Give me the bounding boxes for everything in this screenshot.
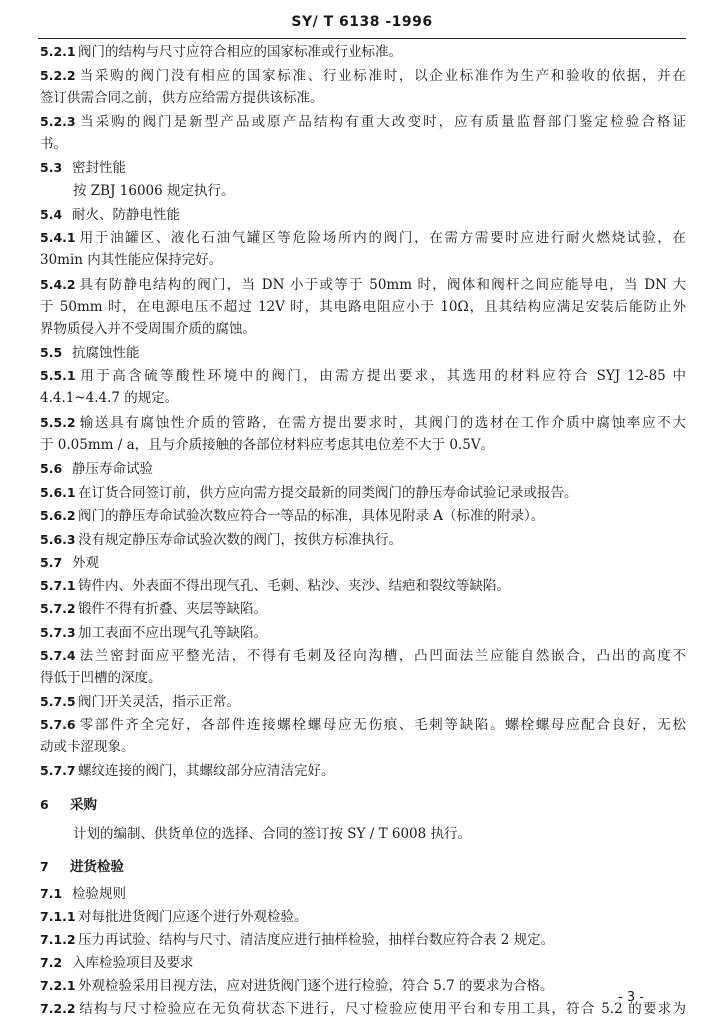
clause-number: 5.7.1	[40, 578, 76, 593]
clause-5-7-1	[40, 576, 686, 596]
clause-text: 阀门的静压寿命试验次数应符合一等品的标准，具体见附录 A（标准的附录）。	[78, 508, 545, 524]
section-number: 5.4	[40, 207, 63, 222]
clause-7-2-2	[40, 999, 686, 1019]
clause-5-7-3	[40, 623, 686, 643]
section-7-1	[40, 884, 686, 904]
clause-text: 没有规定静压寿命试验次数的阀门，按供方标准执行。	[78, 532, 402, 548]
clause-5-6-1	[40, 483, 686, 503]
clause-5-7-2	[40, 599, 686, 619]
section-heading: 检验规则	[72, 886, 126, 902]
chapter-6-body	[40, 824, 719, 844]
section-5-4	[40, 205, 686, 225]
clause-text-continued: 签订供需合同之前，供方应给需方提供该标准。	[40, 90, 324, 106]
clause-number: 5.5.1	[40, 368, 76, 383]
chapter-heading: 进货检验	[70, 859, 124, 875]
clause-number: 5.2.2	[40, 68, 76, 83]
clause-5-6-3	[40, 530, 686, 550]
clause-text: 用于油罐区、液化石油气罐区等危险场所内的阀门，在需方需要时应进行耐火燃烧试验，在	[78, 230, 686, 246]
clause-number: 5.7.6	[40, 717, 76, 732]
clause-5-7-7	[40, 761, 686, 781]
clause-5-7-6-cont	[40, 737, 686, 757]
clause-text: 零部件齐全完好，各部件连接螺栓螺母应无伤痕、毛刺等缺陷。螺栓螺母应配合良好，无松	[78, 717, 686, 733]
clause-number: 7.2.2	[40, 1001, 76, 1016]
section-heading: 外观	[72, 555, 99, 571]
clause-text: 阀门的结构与尺寸应符合相应的国家标准或行业标准。	[78, 44, 402, 60]
clause-5-2-2	[40, 66, 686, 86]
clause-7-1-2	[40, 930, 686, 950]
clause-5-5-2	[40, 413, 686, 433]
clause-5-5-2-cont	[40, 435, 686, 455]
clause-5-5-1	[40, 366, 686, 386]
clause-number: 7.1.2	[40, 932, 76, 947]
document-header-title: SY/ T 6138 -1996	[291, 14, 433, 30]
clause-text: 对每批进货阀门应逐个进行外观检验。	[78, 909, 308, 925]
chapter-number: 7	[40, 859, 49, 874]
section-number: 7.2	[40, 955, 63, 970]
clause-text: 法兰密封面应平整光洁，不得有毛刺及径向沟槽，凸凹面法兰应能自然嵌合，凸出的高度不	[78, 648, 686, 664]
section-heading: 抗腐蚀性能	[72, 345, 140, 361]
chapter-6	[40, 795, 686, 815]
clause-5-6-2	[40, 506, 686, 526]
clause-5-7-6	[40, 715, 686, 735]
clause-text: 阀门开关灵活，指示正常。	[78, 694, 240, 710]
clause-5-7-4	[40, 646, 686, 666]
clause-text-continued: 4.4.1~4.4.7 的规定。	[40, 390, 179, 406]
clause-text: 在订货合同签订前，供方应向需方提交最新的同类阀门的静压寿命试验记录或报告。	[78, 485, 578, 501]
clause-text: 具有防静电结构的阀门，当 DN 小于或等于 50mm 时，阀体和阀杆之间应能导电，当 DN 大	[78, 277, 686, 293]
section-5-5	[40, 343, 686, 363]
section-5-7	[40, 553, 686, 573]
clause-5-2-3-cont	[40, 134, 686, 154]
clause-5-4-2-cont2	[40, 319, 686, 339]
clause-text: 当采购的阀门是新型产品或原产品结构有重大改变时，应有质量监督部门鉴定检验合格证	[78, 114, 686, 130]
clause-5-4-2	[40, 275, 686, 295]
clause-5-2-1	[40, 42, 686, 62]
clause-5-7-4-cont	[40, 668, 686, 688]
clause-text-continued: 得低于凹槽的深度。	[40, 670, 162, 686]
clause-7-1-1	[40, 907, 686, 927]
clause-7-2-1	[40, 976, 686, 996]
section-number: 5.7	[40, 555, 63, 570]
clause-number: 5.6.2	[40, 508, 76, 523]
section-5-3-body	[40, 181, 719, 201]
section-number: 5.6	[40, 461, 63, 476]
clause-text: 计划的编制、供货单位的选择、合同的签订按 SY / T 6008 执行。	[73, 826, 472, 842]
clause-5-5-1-cont	[40, 388, 686, 408]
clause-5-2-2-cont	[40, 88, 686, 108]
header-rule	[38, 38, 686, 39]
clause-number: 5.7.5	[40, 694, 76, 709]
clause-number: 5.5.2	[40, 415, 76, 430]
clause-number: 7.1.1	[40, 909, 76, 924]
section-heading: 静压寿命试验	[72, 461, 153, 477]
clause-5-4-2-cont	[40, 297, 686, 317]
clause-text: 输送具有腐蚀性介质的管路，在需方提出要求时，其阀门的选材在工作介质中腐蚀率应不大	[78, 415, 686, 431]
clause-text-continued: 30min 内其性能应保持完好。	[40, 252, 223, 268]
page-number: - 3 -	[618, 990, 644, 1005]
clause-text: 铸件内、外表面不得出现气孔、毛刺、粘沙、夹沙、结疤和裂纹等缺陷。	[78, 578, 510, 594]
section-5-6	[40, 459, 686, 479]
clause-text-continued: 于 0.05mm / a，且与介质接触的各部位材料应考虑其电位差不大于 0.5V。	[40, 437, 495, 453]
clause-number: 7.2.1	[40, 978, 76, 993]
clause-number: 5.7.7	[40, 763, 76, 778]
clause-text-continued: 于 50mm 时，在电源电压不超过 12V 时，其电路电阻应小于 10Ω，且其结构应满足安装后能防止外	[40, 299, 686, 315]
clause-text-continued: 界物质侵入并不受周围介质的腐蚀。	[40, 321, 256, 337]
chapter-heading: 采购	[70, 797, 97, 813]
clause-5-4-1-cont	[40, 250, 686, 270]
clause-text: 加工表面不应出现气孔等缺陷。	[78, 625, 267, 641]
clause-text: 当采购的阀门没有相应的国家标准、行业标准时，以企业标准作为生产和验收的依据，并在	[78, 68, 686, 84]
clause-5-7-5	[40, 692, 686, 712]
section-number: 5.3	[40, 160, 63, 175]
chapter-number: 6	[40, 797, 49, 812]
chapter-7	[40, 857, 686, 877]
clause-number: 5.6.3	[40, 532, 76, 547]
section-7-2	[40, 953, 686, 973]
clause-number: 5.7.4	[40, 648, 76, 663]
clause-text: 结构与尺寸检验应在无负荷状态下进行，尺寸检验应使用平台和专用工具，符合 5.2 的要求为	[78, 1001, 686, 1017]
clause-number: 5.4.1	[40, 230, 76, 245]
section-5-3	[40, 158, 686, 178]
clause-text: 锻件不得有折叠、夹层等缺陷。	[78, 601, 267, 617]
clause-number: 5.4.2	[40, 277, 76, 292]
clause-number: 5.2.1	[40, 44, 76, 59]
clause-text-continued: 书。	[40, 136, 67, 152]
clause-5-2-3	[40, 112, 686, 132]
clause-text-continued: 动或卡涩现象。	[40, 739, 135, 755]
clause-text: 按 ZBJ 16006 规定执行。	[73, 183, 235, 199]
clause-text: 外观检验采用目视方法，应对进货阀门逐个进行检验，符合 5.7 的要求为合格。	[78, 978, 554, 994]
clause-number: 5.7.3	[40, 625, 76, 640]
clause-number: 5.6.1	[40, 485, 76, 500]
clause-number: 5.2.3	[40, 114, 76, 129]
clause-text: 用于高含硫等酸性环境中的阀门，由需方提出要求，其选用的材料应符合 SYJ 12-85 中	[78, 368, 686, 384]
clause-text: 螺纹连接的阀门，其螺纹部分应清洁完好。	[78, 763, 335, 779]
section-heading: 入库检验项目及要求	[72, 955, 194, 971]
section-heading: 密封性能	[72, 160, 126, 176]
section-heading: 耐火、防静电性能	[72, 207, 180, 223]
clause-number: 5.7.2	[40, 601, 76, 616]
clause-5-4-1	[40, 228, 686, 248]
section-number: 5.5	[40, 345, 63, 360]
clause-text: 压力再试验、结构与尺寸、清洁度应进行抽样检验，抽样台数应符合表 2 规定。	[78, 932, 555, 948]
section-number: 7.1	[40, 886, 63, 901]
